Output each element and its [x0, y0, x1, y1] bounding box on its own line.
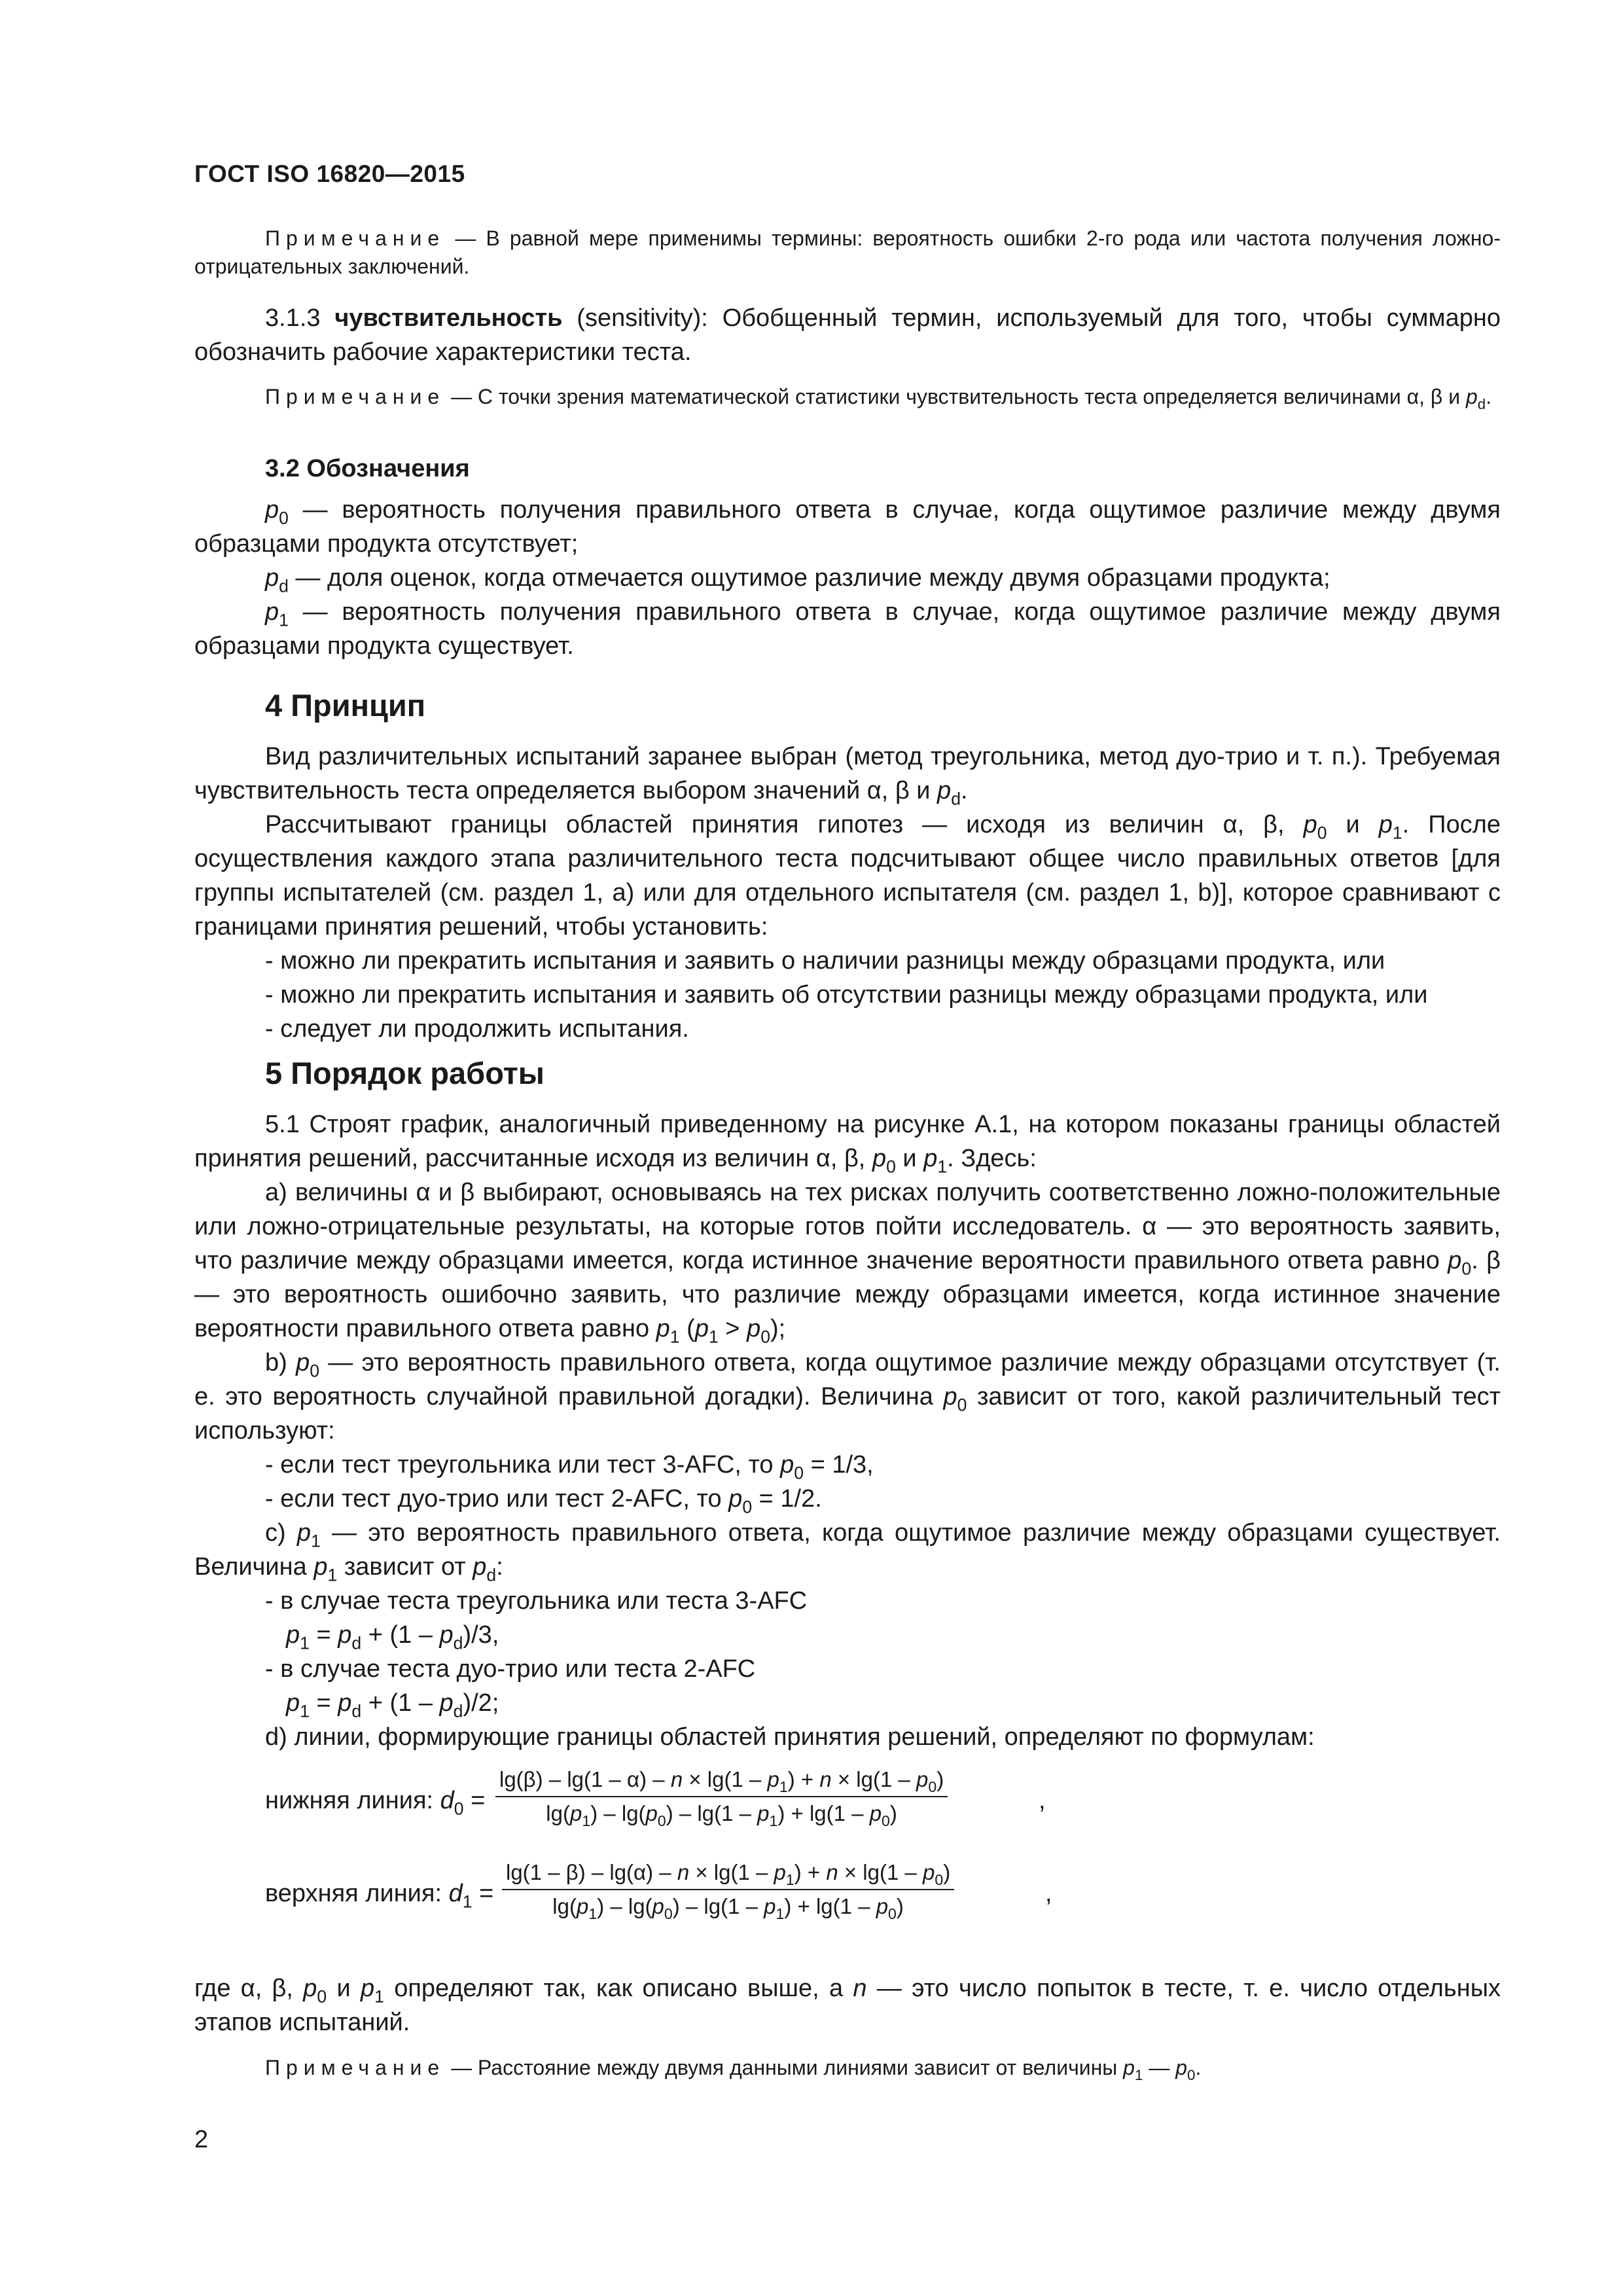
symbol: p — [1465, 385, 1478, 408]
section-5 — [194, 1055, 1501, 1091]
fraction: $\lg(\beta) - \lg(1 - \alpha) - n \times \lg(1 - p_1) + n \times \lg(1 - p_0)$ $\lg(p_1) - \lg(p_0) - \lg(1 - p_1) + \lg(1 - p_0)$ — [495, 1767, 948, 1826]
document-header: ГОСТ ISO 16820—2015 — [194, 160, 465, 187]
note-label: Примечание — [265, 2056, 446, 2079]
note-text: — С точки зрения математической статистики чувствительность теста определяется величинами α, β и — [445, 385, 1466, 408]
formula-lower-line — [194, 1767, 1501, 1846]
list-item: - если тест дуо-трио или тест 2-AFC, то $p_0 = 1/2$. — [265, 1485, 822, 1517]
symbol-definition: $p_1$ — вероятность получения правильного ответа в случае, когда ощутимое различие между двумя образцами продукта существует. — [194, 598, 1501, 660]
formula-label: нижняя линия: $d_0$ = — [265, 1787, 486, 1819]
formula-explanation: где α, β, $p_0$ и $p_1$ определяют так, как описано выше, а n — это число попыток в тесте, т. е. число отдельных этапов испытаний. — [194, 1975, 1501, 2036]
list-item: - в случае теста дуо-трио или теста 2-AFC — [265, 1655, 756, 1683]
section-4-body — [194, 740, 1501, 1046]
formula-upper-line — [194, 1860, 1501, 1939]
item-b: b) $p_0$ — это вероятность правильного ответа, когда ощутимое различие между образцами отсутствует (т. е. это вероятность случайной правильной догадки). Величина $p_0$ зависит от того, какой различительный тест используют: — [194, 1349, 1501, 1444]
list-item: - можно ли прекратить испытания и заявить об отсутствии разницы между образцами продукта, или — [265, 981, 1428, 1009]
note-label: Примечание — [265, 226, 446, 250]
formula-p1: $p_1 = p_d + (1 - p_d)/3$, — [286, 1621, 499, 1653]
section-heading: 5 Порядок работы — [265, 1056, 544, 1090]
list-item: - можно ли прекратить испытания и заявить о наличии разницы между образцами продукта, или — [265, 947, 1385, 975]
item-d: d) линии, формирующие границы областей принятия решений, определяют по формулам: — [265, 1723, 1315, 1751]
punct: , — [1039, 1787, 1046, 1814]
symbol-definition: $p_d$ — доля оценок, когда отмечается ощутимое различие между двумя образцами продукта; — [265, 564, 1330, 596]
section-5-body — [194, 1107, 1501, 1754]
list-item: - в случае теста треугольника или теста 3-AFC — [265, 1587, 808, 1615]
formula-p1: $p_1 = p_d + (1 - p_d)/2$; — [286, 1689, 499, 1721]
section-heading: 4 Принцип — [265, 688, 426, 723]
symbols-list — [194, 493, 1501, 663]
clause-3-1-3 — [194, 301, 1501, 369]
section-3-2 — [194, 455, 1501, 483]
item-c: c) $p_1$ — это вероятность правильного ответа, когда ощутимое различие между образцами существует. Величина $p_1$ зависит от $p_d$: — [194, 1519, 1501, 1585]
section-4 — [194, 687, 1501, 723]
note-text: — В равной мере применимы термины: вероятность ошибки 2-го рода или частота получения ложно-отрицательных заключений. — [194, 226, 1501, 278]
list-item: - следует ли продолжить испытания. — [265, 1015, 689, 1043]
fraction: $\lg(1 - \beta) - \lg(\alpha) - n \times \lg(1 - p_1) + n \times \lg(1 - p_0)$ $\lg(p_1) - \lg(p_0) - \lg(1 - p_1) + \lg(1 - p_0)$ — [502, 1860, 954, 1919]
symbol-definition: $p_0$ — вероятность получения правильного ответа в случае, когда ощутимое различие между двумя образцами продукта отсутствует; — [194, 496, 1501, 558]
clause-number: 3.1.3 — [265, 304, 335, 332]
note-1 — [194, 224, 1501, 281]
list-item: - если тест треугольника или тест 3-AFC, то $p_0 = 1/3$, — [265, 1451, 874, 1483]
clause-5-1: 5.1 Строят график, аналогичный приведенному на рисунке А.1, на котором показаны границы областей принятия решений, рассчитанные исходя из величин α, β, $p_0$ и $p_1$. Здесь: — [194, 1111, 1501, 1177]
formula-label: верхняя линия: $d_1$ = — [265, 1880, 494, 1912]
page-number: 2 — [194, 2126, 209, 2153]
punct: , — [1045, 1880, 1052, 1907]
term: чувствительность — [334, 304, 563, 332]
paragraph: Рассчитывают границы областей принятия гипотез — исходя из величин α, β, $p_0$ и $p_1$. После осуществления каждого этапа различительного теста подсчитывают общее число правильных ответов [для группы испытателей (см. раздел 1, а) или для отдельного испытателя (см. раздел 1, b)], которое сравнивают с границами принятия решений, чтобы установить: — [194, 811, 1501, 941]
section-heading: 3.2 Обозначения — [265, 455, 470, 482]
note-3: Примечание — Расстояние между двумя данными линиями зависит от величины $p_1$ — $p_0$. — [265, 2056, 1202, 2083]
paragraph: Вид различительных испытаний заранее выбран (метод треугольника, метод дуо-трио и т. п.). Требуемая чувствительность теста определяется выбором значений α, β и $p_d$. — [194, 743, 1501, 809]
note-2 — [194, 383, 1501, 411]
punct: . — [1486, 385, 1492, 408]
definition-text: (sensitivity): Обобщенный термин, используемый для того, чтобы суммарно обозначить рабочие характеристики теста. — [194, 304, 1501, 366]
item-a: а) величины α и β выбирают, основываясь на тех рисках получить соответственно ложно-положительные или ложно-отрицательные результаты, на которые готов пойти исследователь. α — это вероятность заявить, что различие между образцами имеется, когда истинное значение вероятности правильного ответа равно $p_0$. β — это вероятность ошибочно заявить, что различие между образцами имеется, когда истинное значение вероятности правильного ответа равно $p_1$ $(p_1 > p_0)$; — [194, 1179, 1501, 1347]
symbol-subscript: d — [1477, 395, 1486, 412]
note-label: Примечание — [265, 385, 446, 408]
